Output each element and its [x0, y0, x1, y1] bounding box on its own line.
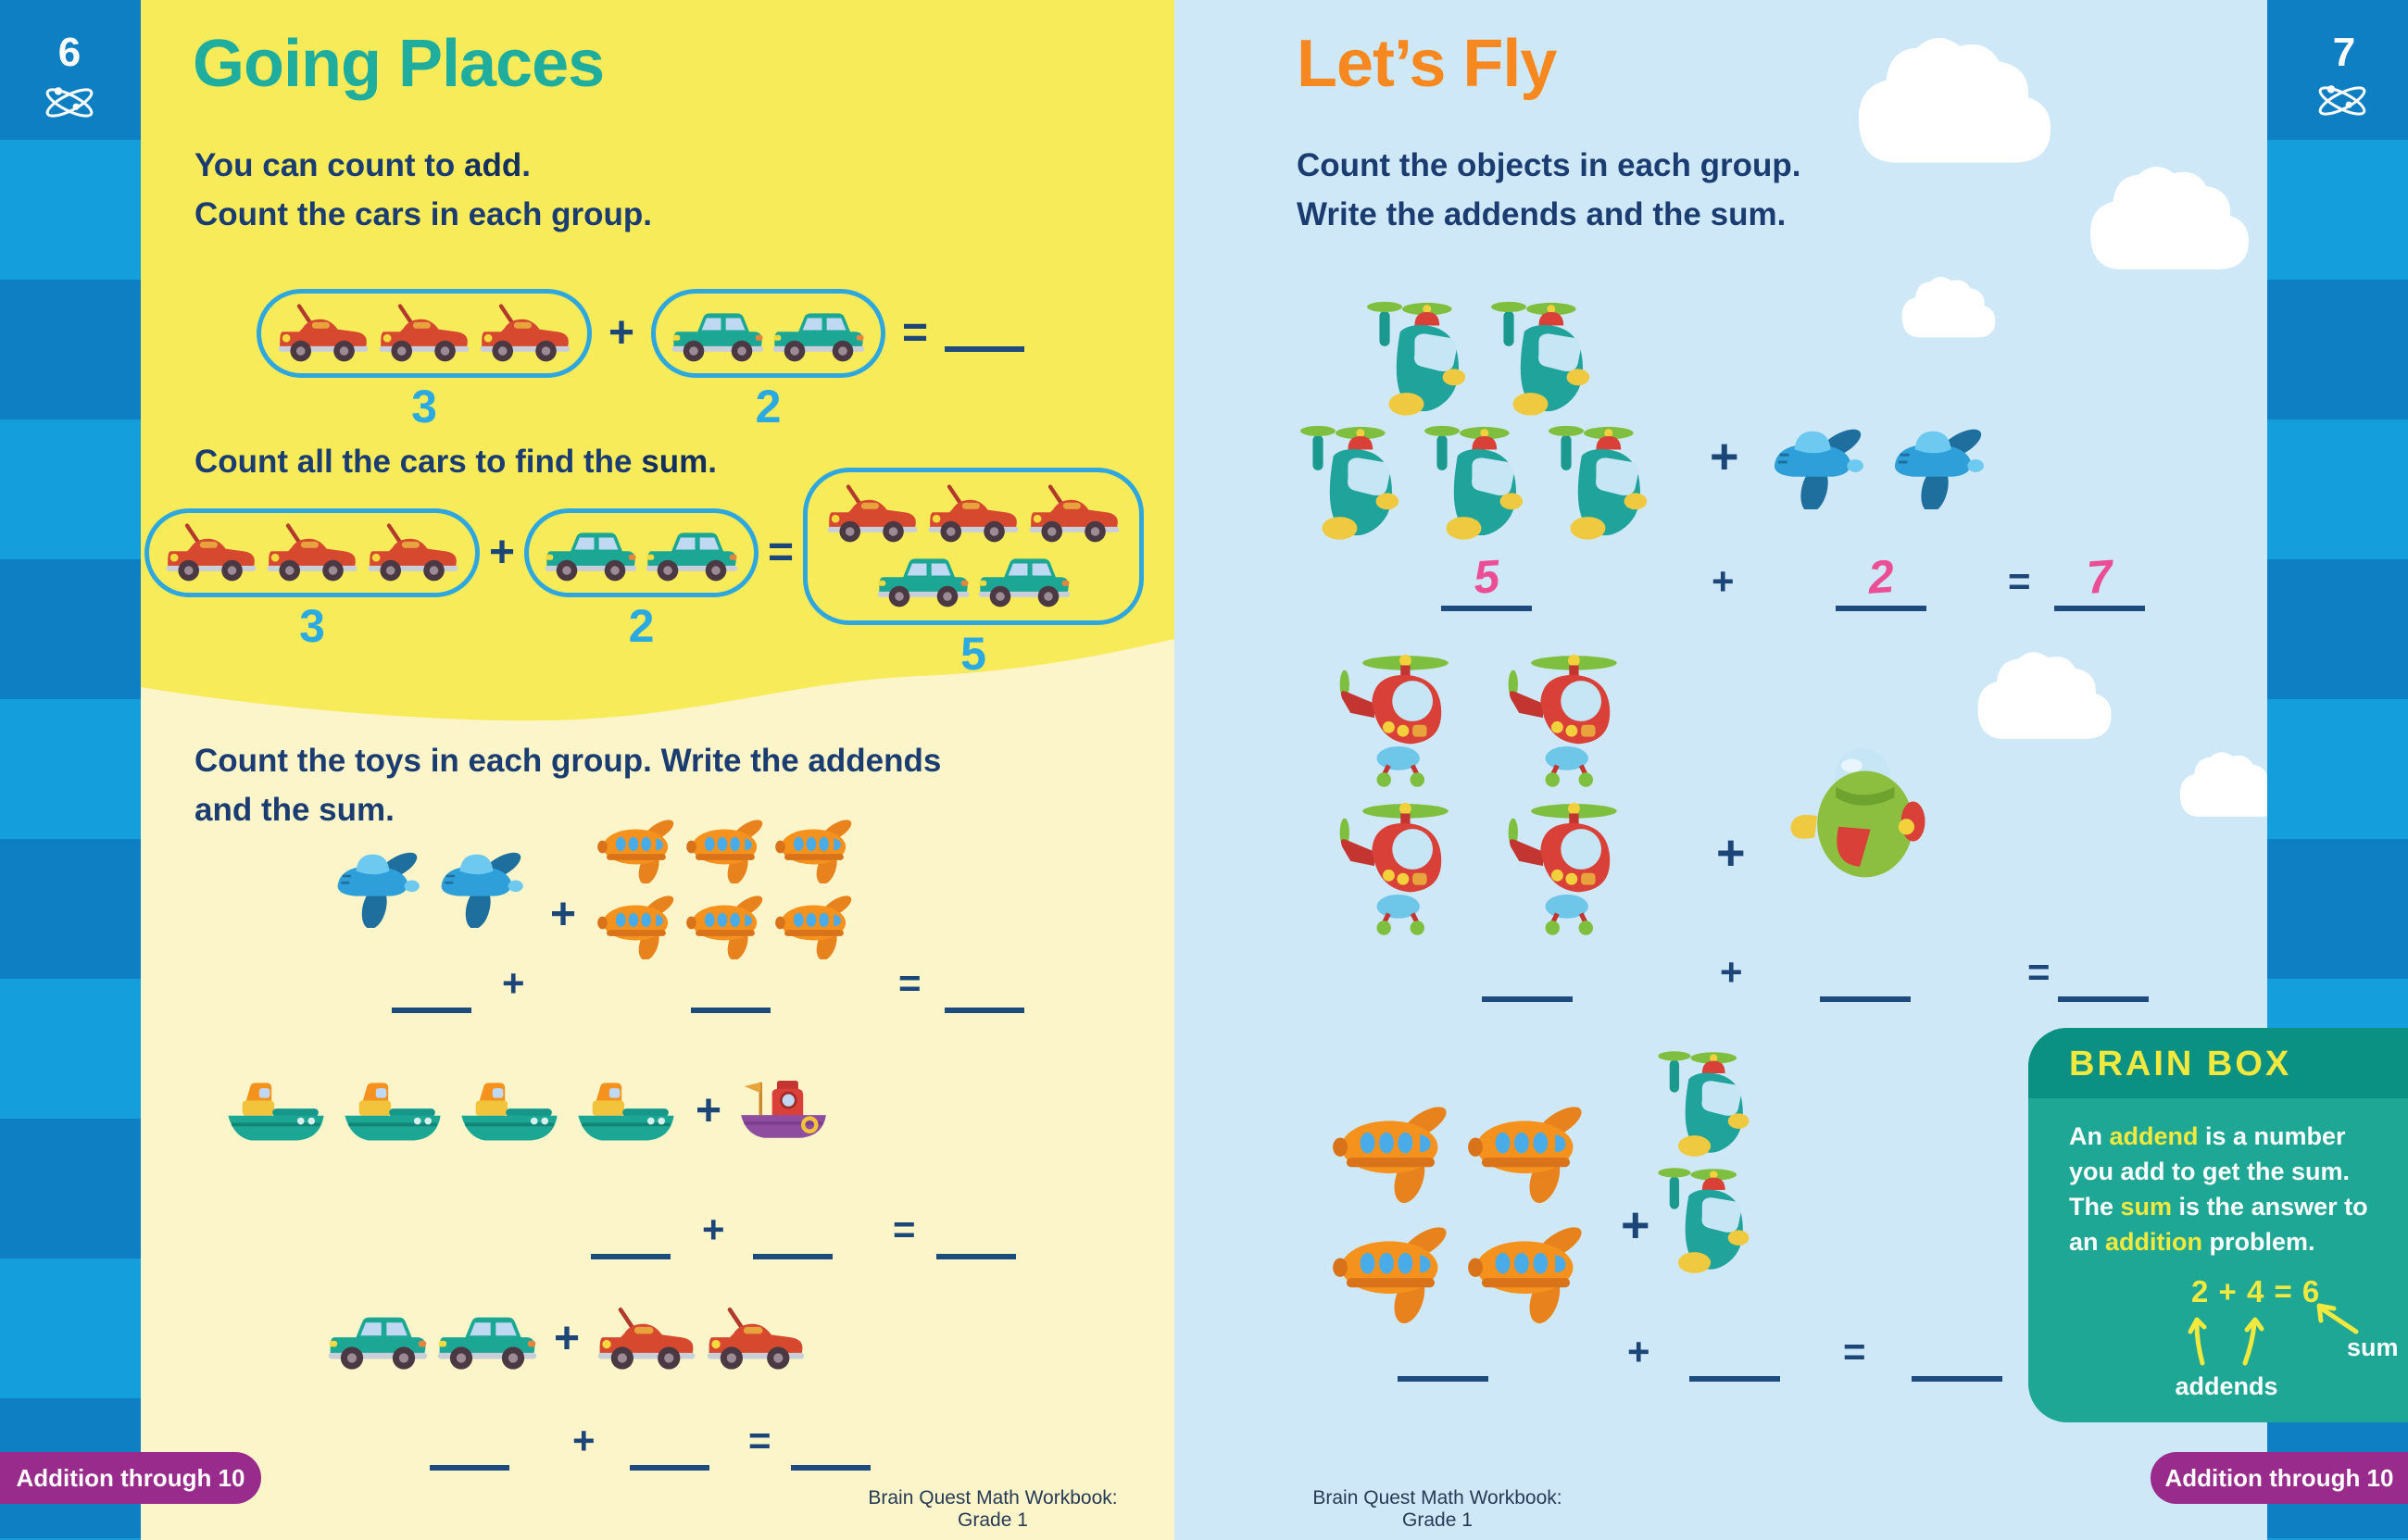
group-count-label: 3 — [299, 600, 325, 652]
brain-box — [2028, 1028, 2408, 1422]
page-title: Going Places — [193, 27, 605, 101]
teal-car-group — [326, 1304, 539, 1374]
topic-badge-right: Addition through 10 — [2151, 1452, 2408, 1504]
teal-helicopter-group — [1652, 1045, 1762, 1276]
heli-red-icon — [1500, 651, 1652, 788]
plane-orange-icon — [774, 813, 859, 883]
red-helicopter-group — [1332, 651, 1658, 936]
addend-blank[interactable] — [1820, 943, 1911, 1002]
blue-plane-group — [1760, 419, 1993, 509]
plane-orange-icon — [774, 889, 859, 959]
equals-sign: = — [898, 961, 922, 1005]
plus-sign: + — [550, 890, 577, 939]
atom-icon — [39, 78, 100, 128]
equals-sign: = — [893, 1208, 916, 1251]
car-teal-icon — [875, 546, 972, 611]
example-equation-1 — [257, 289, 1024, 433]
cloud-icon — [1950, 648, 2139, 744]
teal-car-group — [524, 508, 759, 681]
group-count-label: 2 — [755, 381, 782, 432]
heli-teal-icon — [1486, 294, 1602, 419]
heli-red-icon — [1500, 799, 1652, 936]
problem-planes — [326, 813, 867, 959]
orange-plane-group — [1332, 1096, 1599, 1323]
atom-icon — [2312, 76, 2373, 126]
answer-row-planes — [392, 956, 1040, 1013]
sum-car-group — [803, 468, 1144, 681]
car-teal-icon — [435, 1304, 539, 1374]
book-footer-right: Brain Quest Math Workbook: Grade 1 — [1312, 1487, 1562, 1531]
plane-blue-icon — [430, 841, 530, 928]
left-border-stripes — [0, 0, 141, 1540]
sum-blank[interactable] — [1912, 1322, 2002, 1382]
equals-sign: = — [902, 308, 929, 357]
plus-sign: + — [696, 1085, 722, 1135]
group-count-label: 5 — [960, 628, 986, 680]
sum-blank[interactable]: 7 — [2054, 552, 2145, 611]
teal-boat-group — [219, 1071, 683, 1151]
page-title: Let’s Fly — [1297, 27, 1557, 101]
plane-orange-icon — [1467, 1096, 1593, 1203]
plus-sign: + — [608, 308, 635, 357]
addend-blank[interactable] — [392, 954, 471, 1013]
plus-sign: + — [1621, 1197, 1650, 1253]
car-red-icon — [163, 520, 259, 585]
boat-teal-icon — [336, 1071, 449, 1151]
addend-blank[interactable] — [591, 1200, 671, 1259]
heli-teal-icon — [1652, 1161, 1762, 1276]
boat-purple-icon — [734, 1065, 833, 1152]
helicopter-top-row — [1361, 294, 1660, 419]
car-red-icon — [824, 482, 921, 546]
heli-teal-icon — [1652, 1045, 1762, 1159]
page-going-places — [141, 0, 1174, 1540]
sum-blank[interactable] — [945, 954, 1024, 1013]
page-number-left: 6 — [57, 30, 82, 75]
red-car-group — [144, 508, 480, 681]
car-red-icon — [376, 301, 472, 366]
intro-line: You can count to add. — [194, 147, 531, 183]
purple-boat-group — [734, 1065, 833, 1157]
plus-sign: + — [554, 1314, 581, 1363]
equals-sign: = — [748, 1419, 771, 1462]
plane-orange-icon — [1332, 1096, 1458, 1203]
plane-orange-icon — [685, 813, 771, 883]
car-red-icon — [477, 301, 573, 366]
answer-row-3 — [1398, 1324, 2046, 1382]
boat-teal-icon — [453, 1071, 566, 1151]
addend-blank[interactable] — [1689, 1322, 1780, 1382]
addend-blank[interactable] — [1482, 943, 1573, 1002]
plus-sign: + — [702, 1208, 725, 1251]
car-red-icon — [595, 1304, 698, 1374]
addends-label: addends — [2175, 1372, 2278, 1400]
circled-group — [651, 289, 885, 378]
car-red-icon — [704, 1304, 808, 1374]
boat-teal-icon — [219, 1071, 332, 1151]
red-car-group — [257, 289, 592, 433]
topic-badge-left: Addition through 10 — [0, 1452, 261, 1504]
group-count-label: 2 — [628, 600, 655, 652]
plus-sign: + — [502, 961, 525, 1005]
cloud-icon — [1850, 32, 2059, 169]
plus-sign: + — [1710, 429, 1739, 484]
sum-instruction: Count all the cars to find the sum. — [194, 444, 717, 480]
problem-boats — [219, 1065, 833, 1157]
plane-orange-icon — [596, 889, 682, 959]
addend-blank[interactable] — [753, 1200, 833, 1259]
plus-sign: + — [572, 1419, 596, 1462]
equals-sign: = — [1843, 1330, 1866, 1373]
cloud-icon — [2176, 732, 2267, 838]
plane-blue-icon — [326, 841, 426, 928]
heli-teal-icon — [1543, 419, 1660, 543]
plane-orange-icon — [1332, 1216, 1458, 1323]
intro-line: Count the cars in each group. — [194, 196, 652, 232]
plane-green-icon — [1776, 739, 1949, 885]
practice-instruction: Count the toys in each group. Write the addends and the sum. — [194, 743, 942, 828]
plus-sign: + — [1716, 825, 1746, 881]
intro-text: Count the objects in each group. Write the addends and the sum. — [1297, 147, 1801, 232]
circled-group — [524, 508, 759, 597]
answer-row-2 — [1482, 945, 2186, 1002]
sum-top-row — [824, 482, 1122, 546]
cloud-icon — [1899, 270, 1999, 344]
blue-plane-group — [326, 841, 530, 928]
addend-blank[interactable]: 5 — [1441, 552, 1532, 611]
equals-sign: = — [768, 528, 795, 577]
answer-blank[interactable] — [945, 346, 1024, 352]
car-red-icon — [275, 301, 371, 366]
equals-sign: = — [2027, 950, 2051, 994]
equals-sign: = — [2008, 559, 2031, 603]
sum-blank[interactable] — [936, 1200, 1016, 1259]
example-equation: 2 + 4 = 6 — [2191, 1274, 2321, 1308]
brain-box-text: An addend is a number you add to get the sum. The sum is the answer to an addition problem. — [2069, 1122, 2368, 1256]
plane-blue-icon — [1880, 419, 1993, 509]
intro-text — [194, 141, 652, 239]
sum-blank[interactable] — [2058, 943, 2149, 1002]
plus-sign: + — [1720, 950, 1743, 994]
car-teal-icon — [771, 301, 867, 366]
red-car-group — [595, 1304, 808, 1374]
sum-label: sum — [2347, 1333, 2399, 1361]
orange-plane-group — [596, 813, 867, 959]
example-equation-2 — [144, 468, 1144, 681]
brain-box-title: BRAIN BOX — [2028, 1028, 2408, 1098]
car-teal-icon — [543, 520, 639, 585]
car-red-icon — [1026, 482, 1122, 546]
sum-blank[interactable] — [791, 1411, 871, 1471]
addend-blank[interactable]: 2 — [1836, 552, 1926, 611]
car-red-icon — [264, 520, 360, 585]
circled-group — [144, 508, 480, 597]
book-footer-left: Brain Quest Math Workbook: Grade 1 — [868, 1487, 1118, 1531]
plus-sign: + — [489, 528, 516, 577]
car-teal-icon — [670, 301, 766, 366]
page-number-right: 7 — [2332, 30, 2356, 75]
sum-bottom-row — [875, 546, 1072, 611]
plane-orange-icon — [685, 889, 771, 959]
teal-car-group — [651, 289, 885, 433]
addend-blank[interactable] — [1398, 1322, 1488, 1382]
answer-row-cars — [430, 1413, 893, 1471]
plus-sign: + — [1627, 1330, 1650, 1373]
helicopter-bottom-row — [1295, 419, 1660, 543]
brain-box-example — [2069, 1259, 2399, 1417]
plane-orange-icon — [596, 813, 682, 883]
car-teal-icon — [644, 520, 740, 585]
plus-sign: + — [1712, 559, 1735, 603]
plane-blue-icon — [1760, 419, 1873, 509]
heli-teal-icon — [1361, 294, 1478, 419]
problem-cars — [326, 1304, 808, 1374]
heli-teal-icon — [1295, 419, 1411, 543]
addend-blank[interactable] — [430, 1411, 509, 1471]
teal-helicopter-group — [1295, 294, 1660, 543]
addend-blank[interactable] — [630, 1411, 709, 1471]
group-count-label: 3 — [411, 381, 437, 432]
heli-red-icon — [1332, 799, 1484, 936]
green-plane-group — [1776, 739, 1949, 890]
answer-row-boats — [591, 1202, 1054, 1259]
car-teal-icon — [976, 546, 1072, 611]
circled-group — [257, 289, 592, 378]
heli-teal-icon — [1419, 419, 1536, 543]
car-red-icon — [365, 520, 461, 585]
answer-row-1 — [1441, 550, 2182, 611]
boat-teal-icon — [570, 1071, 683, 1151]
heli-red-icon — [1332, 651, 1484, 788]
addend-arrows-icon — [2188, 1313, 2280, 1369]
circled-sum-group — [803, 468, 1144, 625]
cloud-icon — [2070, 162, 2267, 275]
plane-orange-icon — [1467, 1216, 1593, 1323]
addend-blank[interactable] — [691, 954, 771, 1013]
car-red-icon — [925, 482, 1022, 546]
car-teal-icon — [326, 1304, 430, 1374]
